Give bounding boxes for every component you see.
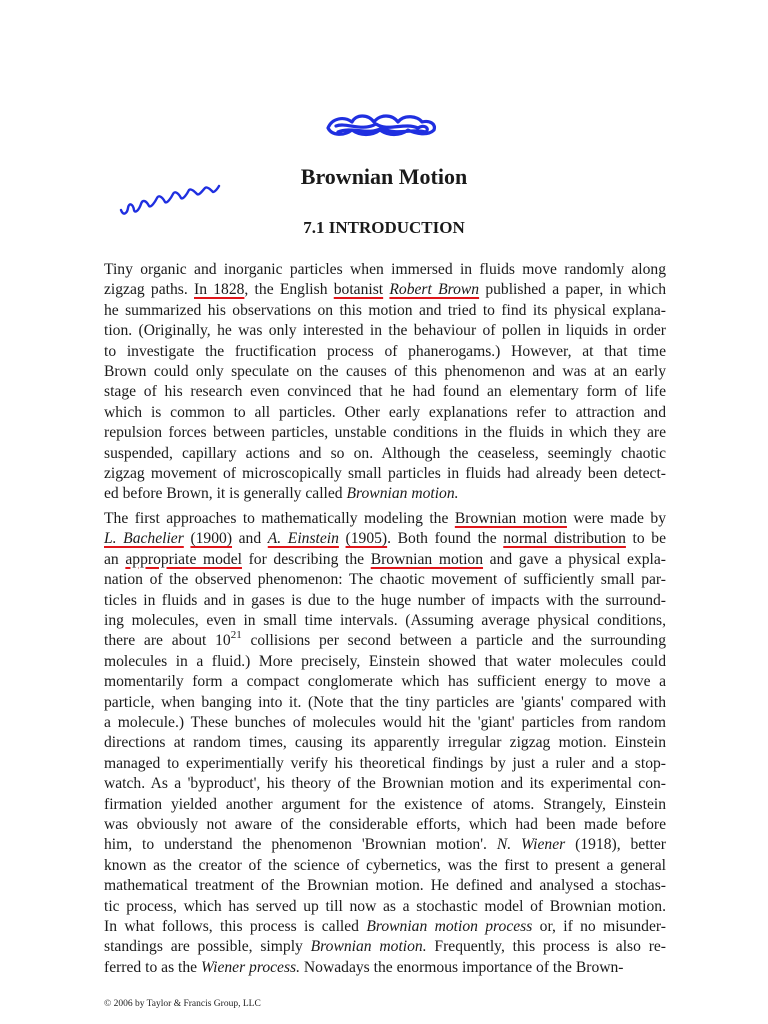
p2-line-5: ticles in fluids and in gases is due to the huge number of impacts with the surround- [104,591,666,609]
italic-term: Wiener process. [200,958,301,976]
italic-term: Brownian motion. [310,938,427,956]
paragraph-1 [104,260,666,505]
p2-line-7: there are about $10^{21}$ collisions per second between a particle and the surrounding [104,629,666,650]
underlined-text: (1905) [345,530,388,548]
underlined-name: A. Einstein [267,530,339,548]
underlined-text: botanist [333,281,384,299]
p2-line-19: mathematical treatment of the Brownian motion. He defined and analysed a stochas- [104,877,666,895]
underlined-text: (1900) [190,530,233,548]
p2-line-4: nation of the observed phenomenon: The chaotic movement of sufficiently small par- [104,571,666,589]
p2-line-2: L. Bachelier (1900) and A. Einstein (1905). Both found the normal distribution to be [104,530,667,548]
italic-term: N. Wiener [496,836,566,854]
p1-line-8: which is common to all particles. Other early explanations refer to attraction and [104,403,666,421]
p1-line-12: ed before Brown, it is generally called Brownian motion. [104,485,459,503]
p1-line-4: tion. (Originally, he was only interested in the behaviour of pollen in liquids in order [104,322,666,340]
p2-line-13: managed to experimentially verify his theoretical findings by just a ruler and a stop- [104,754,666,772]
p2-line-6: ing molecules, even in small time intervals. (Assuming average physical conditions, [104,611,666,629]
p1-line-2: zigzag paths. In 1828, the English botanist Robert Brown published a paper, in which [104,281,666,299]
p1-line-7: stage of his research even convinced that he had found an elementary form of life [104,383,666,401]
p1-line-11: zigzag movement of microscopically small particles in fluids had already been detect- [104,465,666,483]
p1-line-9: repulsion forces between particles, unstable conditions in the fluids in which they are [104,424,666,442]
underlined-text: appropriate model [125,550,242,568]
scribble-mark-icon [322,110,440,140]
copyright-footer: © 2006 by Taylor & Francis Group, LLC [104,999,261,1009]
underlined-text: Brownian motion [370,550,484,568]
p1-line-1: Tiny organic and inorganic particles when immersed in fluids move randomly along [104,261,666,278]
underlined-text: In 1828 [194,281,245,299]
chapter-title: Brownian Motion [300,164,468,189]
p2-line-12: directions at random times, causing its apparently irregular zigzag motion. Einstein [104,734,666,752]
p1-line-6: Brown could only speculate on the causes of this phenomenon and was at an early [104,363,666,381]
p2-line-17: him, to understand the phenomenon 'Brownian motion'. N. Wiener (1918), better [104,836,666,854]
p1-line-5: to investigate the fructification process of phanerogams.) However, at that time [104,342,666,360]
p2-line-23: ferred to as the Wiener process. Nowadays the enormous importance of the Brown- [104,958,624,976]
italic-term: Brownian motion process [366,918,533,935]
body-text [104,260,666,982]
p2-line-8: molecules in a fluid.) More precisely, Einstein showed that water molecules could [104,652,666,670]
exponent: 21 [230,629,242,642]
italic-term: Brownian motion. [346,485,459,503]
underlined-text: normal distribution [503,530,626,548]
p2-line-21: In what follows, this process is called Brownian motion process or, if no misunder- [104,918,666,935]
p1-line-10: suspended, capillary actions and so on. Although the ceaseless, seemingly chaotic [104,444,666,462]
p2-line-10: particle, when banging into it. (Note that the tiny particles are 'giants' compared with [104,693,666,711]
paragraph-2 [104,509,666,978]
p2-line-16: was obviously not aware of the considerable efforts, which had been made before [104,815,666,833]
p2-line-1: The first approaches to mathematically modeling the Brownian motion were made by [104,509,666,527]
p2-line-9: momentarily form a compact conglomerate which has sufficient energy to move a [104,673,666,691]
p2-line-11: a molecule.) These bunches of molecules would hit the 'giant' particles from random [104,713,666,731]
underlined-name: Robert Brown [389,281,480,299]
p2-line-20: tic process, which has served up till now as a stochastic model of Brownian motion. [104,897,666,915]
p1-line-3: he summarized his observations on this motion and tried to find its physical explana- [104,301,666,319]
p2-line-22: standings are possible, simply Brownian motion. Frequently, this process is also re- [104,938,666,956]
p2-line-15: firmation yielded another argument for the existence of atoms. Strangely, Einstein [104,795,666,813]
p2-line-14: watch. As a 'byproduct', his theory of the Brownian motion and its experimental con- [104,775,666,793]
underlined-text: Brownian motion [454,509,567,527]
p2-line-18: known as the creator of the science of cybernetics, was the first to present a general [104,856,666,874]
p2-line-3: an appropriate model for describing the Brownian motion and gave a physical expla- [104,550,666,568]
section-heading: 7.1 INTRODUCTION [303,218,465,237]
underlined-name: L. Bachelier [104,530,184,548]
